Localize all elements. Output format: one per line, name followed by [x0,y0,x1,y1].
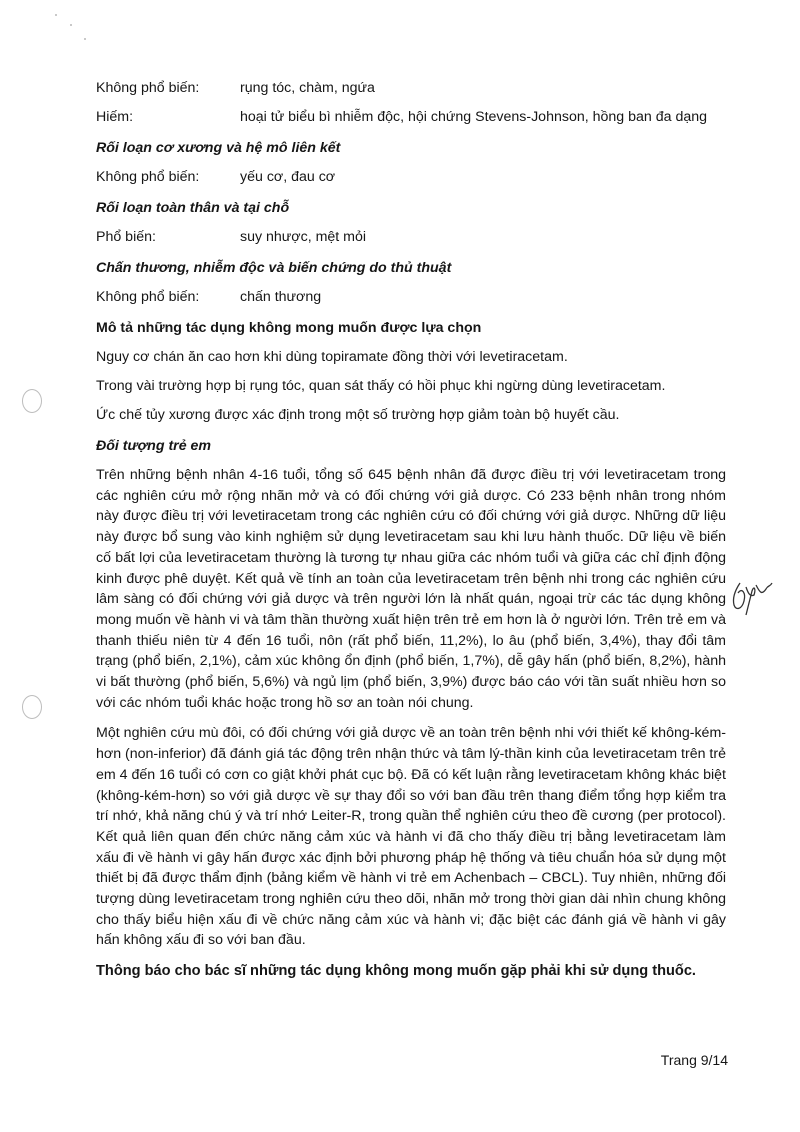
side-effect-row [96,167,726,188]
section-heading-general: Rối loạn toàn thân và tại chỗ [96,200,290,216]
side-effect-row [96,287,726,308]
handwritten-initials-signature [728,575,776,619]
side-effect-row [96,227,726,248]
side-effect-row [96,78,726,99]
side-effect-items: rụng tóc, chàm, ngứa [240,80,375,96]
frequency-label: Không phổ biến: [96,169,200,185]
frequency-label: Không phổ biến: [96,80,200,96]
scan-speck [55,14,57,16]
section-heading-pediatric: Đối tượng trẻ em [96,438,212,454]
section-heading-injury: Chấn thương, nhiễm độc và biến chứng do thủ thuật [96,260,452,276]
side-effect-row [96,107,726,128]
frequency-label: Hiếm: [96,109,134,125]
pediatric-paragraph-1: Trên những bệnh nhân 4-16 tuổi, tổng số 645 bệnh nhân đã được điều trị với levetiracetam trong các nghiên cứu mở rộng nhãn mở và có đối chứng với giả dược. Có 233 bệnh nhân trong nhóm này được điều trị với levetiracetam trong các nghiên cứu có đối chứng với giả dược. Những dữ liệu này được bổ sung vào kinh nghiệm sử dụng levetiracetam sau khi lưu hành thuốc. Dữ liệu về biến cố bất lợi của levetiracetam thường là tương tự nhau giữa các nhóm tuổi và giữa các chỉ định động kinh được phê duyệt. Kết quả về tính an toàn của levetiracetam trên bệnh nhi trong các nghiên cứu lâm sàng có đối chứng với giả dược và trên người lớn là nhất quán, ngoại trừ các tác dụng không mong muốn về hành vi và tâm thần thường xuất hiện trên trẻ em hơn là ở người lớn. Trên trẻ em và thanh thiếu niên từ 4 đến 16 tuổi, nôn (rất phổ biến, 11,2%), lo âu (phổ biến, 3,4%), thay đổi tâm trạng (phổ biến, 2,1%), cảm xúc không ổn định (phổ biến, 1,7%), dễ gây hấn (phổ biến, 8,2%), hành vi bất thường (phổ biến, 5,6%) và ngủ lịm (phổ biến, 3,9%) được báo cáo với tần suất nhiều hơn so với các nhóm tuổi khác hoặc trong hồ sơ an toàn nói chung. [96,467,726,711]
selected-effect-sentence: Ức chế tủy xương được xác định trong một số trường hợp giảm toàn bộ huyết cầu. [96,407,620,423]
notice-to-physician: Thông báo cho bác sĩ những tác dụng không mong muốn gặp phải khi sử dụng thuốc. [96,963,696,980]
main-content [96,78,726,982]
side-effect-items: chấn thương [240,289,322,305]
selected-effect-sentence: Trong vài trường hợp bị rụng tóc, quan sát thấy có hồi phục khi ngừng dùng levetiracetam. [96,378,666,394]
punch-hole-mark [22,389,42,413]
frequency-label: Phổ biến: [96,229,156,245]
scan-speck [70,24,72,26]
side-effect-items: suy nhược, mệt mỏi [240,229,367,245]
page-number: Trang 9/14 [660,1052,728,1068]
frequency-label: Không phổ biến: [96,289,200,305]
scan-speck [84,38,86,40]
punch-hole-mark [22,695,42,719]
section-heading-selected-effects: Mô tả những tác dụng không mong muốn được lựa chọn [96,320,482,336]
side-effect-items: yếu cơ, đau cơ [240,169,336,185]
selected-effect-sentence: Nguy cơ chán ăn cao hơn khi dùng topiramate đồng thời với levetiracetam. [96,349,568,365]
pediatric-paragraph-2: Một nghiên cứu mù đôi, có đối chứng với giả dược về an toàn trên bệnh nhi với thiết kế không-kém-hơn (non-inferior) đã đánh giá tác động trên nhận thức và tâm lý-thần kinh của levetiracetam trên trẻ em 4 đến 16 tuổi có cơn co giật khởi phát cục bộ. Đã có kết luận rằng levetiracetam không khác biệt (không-kém-hơn) so với giả dược về sự thay đổi so với ban đầu trên thang điểm tổng hợp kiểm tra trí nhớ, khả năng chú ý và trí nhớ Leiter-R, trong quần thể nghiên cứu theo đề cương (per protocol). Kết quả liên quan đến chức năng cảm xúc và hành vi đã cho thấy điều trị bằng levetiracetam làm xấu đi về hành vi gây hấn được xác định bởi phương pháp hệ thống và tiêu chuẩn hóa sử dụng một thiết bị đã được thẩm định (bảng kiểm về hành vi trẻ em Achenbach – CBCL). Tuy nhiên, những đối tượng dùng levetiracetam trong nghiên cứu theo dõi, nhãn mở trong thời gian dài nhìn chung không cho thấy biểu hiện xấu đi về chức năng cảm xúc và hành vi; đặc biệt các đánh giá về hành vi gây hấn không xấu đi so với ban đầu. [96,725,726,949]
section-heading-musculoskeletal: Rối loạn cơ xương và hệ mô liên kết [96,140,341,156]
side-effect-items: hoại tử biểu bì nhiễm độc, hội chứng Stevens-Johnson, hồng ban đa dạng [240,109,708,125]
